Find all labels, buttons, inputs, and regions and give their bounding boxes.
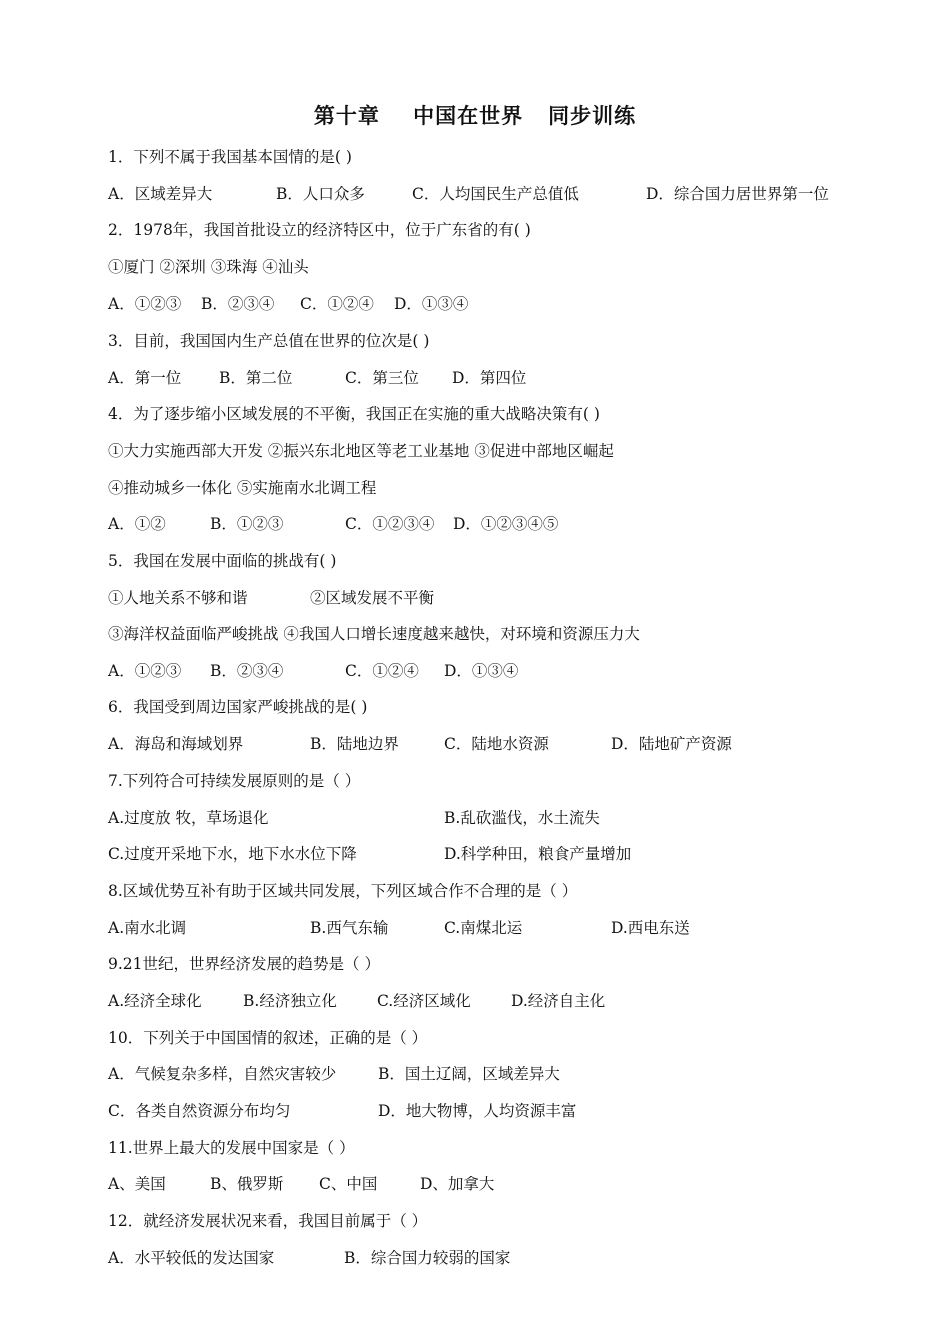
question-12-option-a: A．水平较低的发达国家 bbox=[108, 1249, 275, 1267]
question-6-option-d: D．陆地矿产资源 bbox=[611, 735, 732, 753]
question-5-option-b: B．②③④ bbox=[210, 662, 284, 680]
question-4-option-b: B．①②③ bbox=[210, 515, 284, 533]
question-11-stem: 11.世界上最大的发展中国家是（ ） bbox=[108, 1139, 355, 1157]
question-3-option-a: A．第一位 bbox=[108, 369, 182, 387]
question-5-stem: 5．我国在发展中面临的挑战有( ) bbox=[108, 552, 337, 570]
question-10-option-a: A．气候复杂多样，自然灾害较少 bbox=[108, 1065, 337, 1083]
question-5-option-c: C．①②④ bbox=[345, 662, 419, 680]
question-6-option-a: A．海岛和海域划界 bbox=[108, 735, 244, 753]
question-3-stem: 3．目前，我国国内生产总值在世界的位次是( ) bbox=[108, 332, 430, 350]
question-4-items-2: ④推动城乡一体化 ⑤实施南水北调工程 bbox=[108, 479, 377, 497]
question-11-option-b: B、俄罗斯 bbox=[210, 1175, 284, 1193]
question-10-option-b: B．国土辽阔，区域差异大 bbox=[378, 1065, 560, 1083]
question-6-option-b: B．陆地边界 bbox=[310, 735, 399, 753]
question-3-option-d: D．第四位 bbox=[452, 369, 527, 387]
question-6-stem: 6．我国受到周边国家严峻挑战的是( ) bbox=[108, 698, 368, 716]
question-5-item-3: ③海洋权益面临严峻挑战 ④我国人口增长速度越来越快，对环境和资源压力大 bbox=[108, 625, 640, 643]
question-4-option-a: A．①② bbox=[108, 515, 166, 533]
question-2-option-c: C．①②④ bbox=[300, 295, 374, 313]
question-9-stem: 9.21世纪，世界经济发展的趋势是（ ） bbox=[108, 955, 380, 973]
question-4-items-1: ①大力实施西部大开发 ②振兴东北地区等老工业基地 ③促进中部地区崛起 bbox=[108, 442, 614, 460]
question-5-item-1: ①人地关系不够和谐 bbox=[108, 589, 248, 607]
question-3-option-b: B．第二位 bbox=[219, 369, 293, 387]
question-9-option-a: A.经济全球化 bbox=[108, 992, 202, 1010]
question-12-stem: 12．就经济发展状况来看，我国目前属于（ ） bbox=[108, 1212, 428, 1230]
document-title: 第十章 中国在世界 同步训练 bbox=[313, 104, 637, 128]
question-2-items: ①厦门 ②深圳 ③珠海 ④汕头 bbox=[108, 258, 309, 276]
question-5-option-d: D．①③④ bbox=[444, 662, 519, 680]
question-7-option-d: D.科学种田，粮食产量增加 bbox=[444, 845, 632, 863]
question-1-option-c: C．人均国民生产总值低 bbox=[412, 185, 579, 203]
question-10-stem: 10．下列关于中国国情的叙述，正确的是（ ） bbox=[108, 1029, 428, 1047]
question-2-option-b: B．②③④ bbox=[201, 295, 275, 313]
question-1-option-d: D．综合国力居世界第一位 bbox=[646, 185, 829, 203]
question-5-option-a: A．①②③ bbox=[108, 662, 182, 680]
question-12-option-b: B．综合国力较弱的国家 bbox=[344, 1249, 511, 1267]
question-4-option-d: D．①②③④⑤ bbox=[453, 515, 559, 533]
question-7-option-c: C.过度开采地下水，地下水水位下降 bbox=[108, 845, 357, 863]
question-6-option-c: C．陆地水资源 bbox=[444, 735, 549, 753]
question-8-option-b: B.西气东输 bbox=[310, 919, 389, 937]
question-8-option-c: C.南煤北运 bbox=[444, 919, 523, 937]
question-8-stem: 8.区域优势互补有助于区域共同发展，下列区域合作不合理的是（ ） bbox=[108, 882, 578, 900]
question-1-option-a: A．区域差异大 bbox=[108, 185, 213, 203]
question-5-item-2: ②区域发展不平衡 bbox=[310, 589, 435, 607]
question-10-option-c: C．各类自然资源分布均匀 bbox=[108, 1102, 291, 1120]
question-9-option-b: B.经济独立化 bbox=[243, 992, 337, 1010]
question-10-option-d: D．地大物博，人均资源丰富 bbox=[378, 1102, 577, 1120]
question-9-option-d: D.经济自主化 bbox=[511, 992, 606, 1010]
question-7-option-a: A.过度放 牧，草场退化 bbox=[108, 809, 269, 827]
question-7-stem: 7.下列符合可持续发展原则的是（ ） bbox=[108, 772, 361, 790]
question-2-option-a: A．①②③ bbox=[108, 295, 182, 313]
question-11-option-d: D、加拿大 bbox=[420, 1175, 495, 1193]
question-1-stem: 1．下列不属于我国基本国情的是( ) bbox=[108, 148, 352, 166]
question-4-option-c: C．①②③④ bbox=[345, 515, 435, 533]
question-8-option-a: A.南水北调 bbox=[108, 919, 187, 937]
question-2-option-d: D．①③④ bbox=[394, 295, 469, 313]
question-1-option-b: B．人口众多 bbox=[276, 185, 365, 203]
question-11-option-c: C、中国 bbox=[319, 1175, 378, 1193]
question-7-option-b: B.乱砍滥伐，水土流失 bbox=[444, 809, 600, 827]
question-9-option-c: C.经济区域化 bbox=[377, 992, 471, 1010]
question-3-option-c: C．第三位 bbox=[345, 369, 419, 387]
question-8-option-d: D.西电东送 bbox=[611, 919, 690, 937]
question-2-stem: 2．1978年，我国首批设立的经济特区中，位于广东省的有( ) bbox=[108, 221, 531, 239]
question-11-option-a: A、美国 bbox=[108, 1175, 166, 1193]
question-4-stem: 4．为了逐步缩小区域发展的不平衡，我国正在实施的重大战略决策有( ) bbox=[108, 405, 600, 423]
